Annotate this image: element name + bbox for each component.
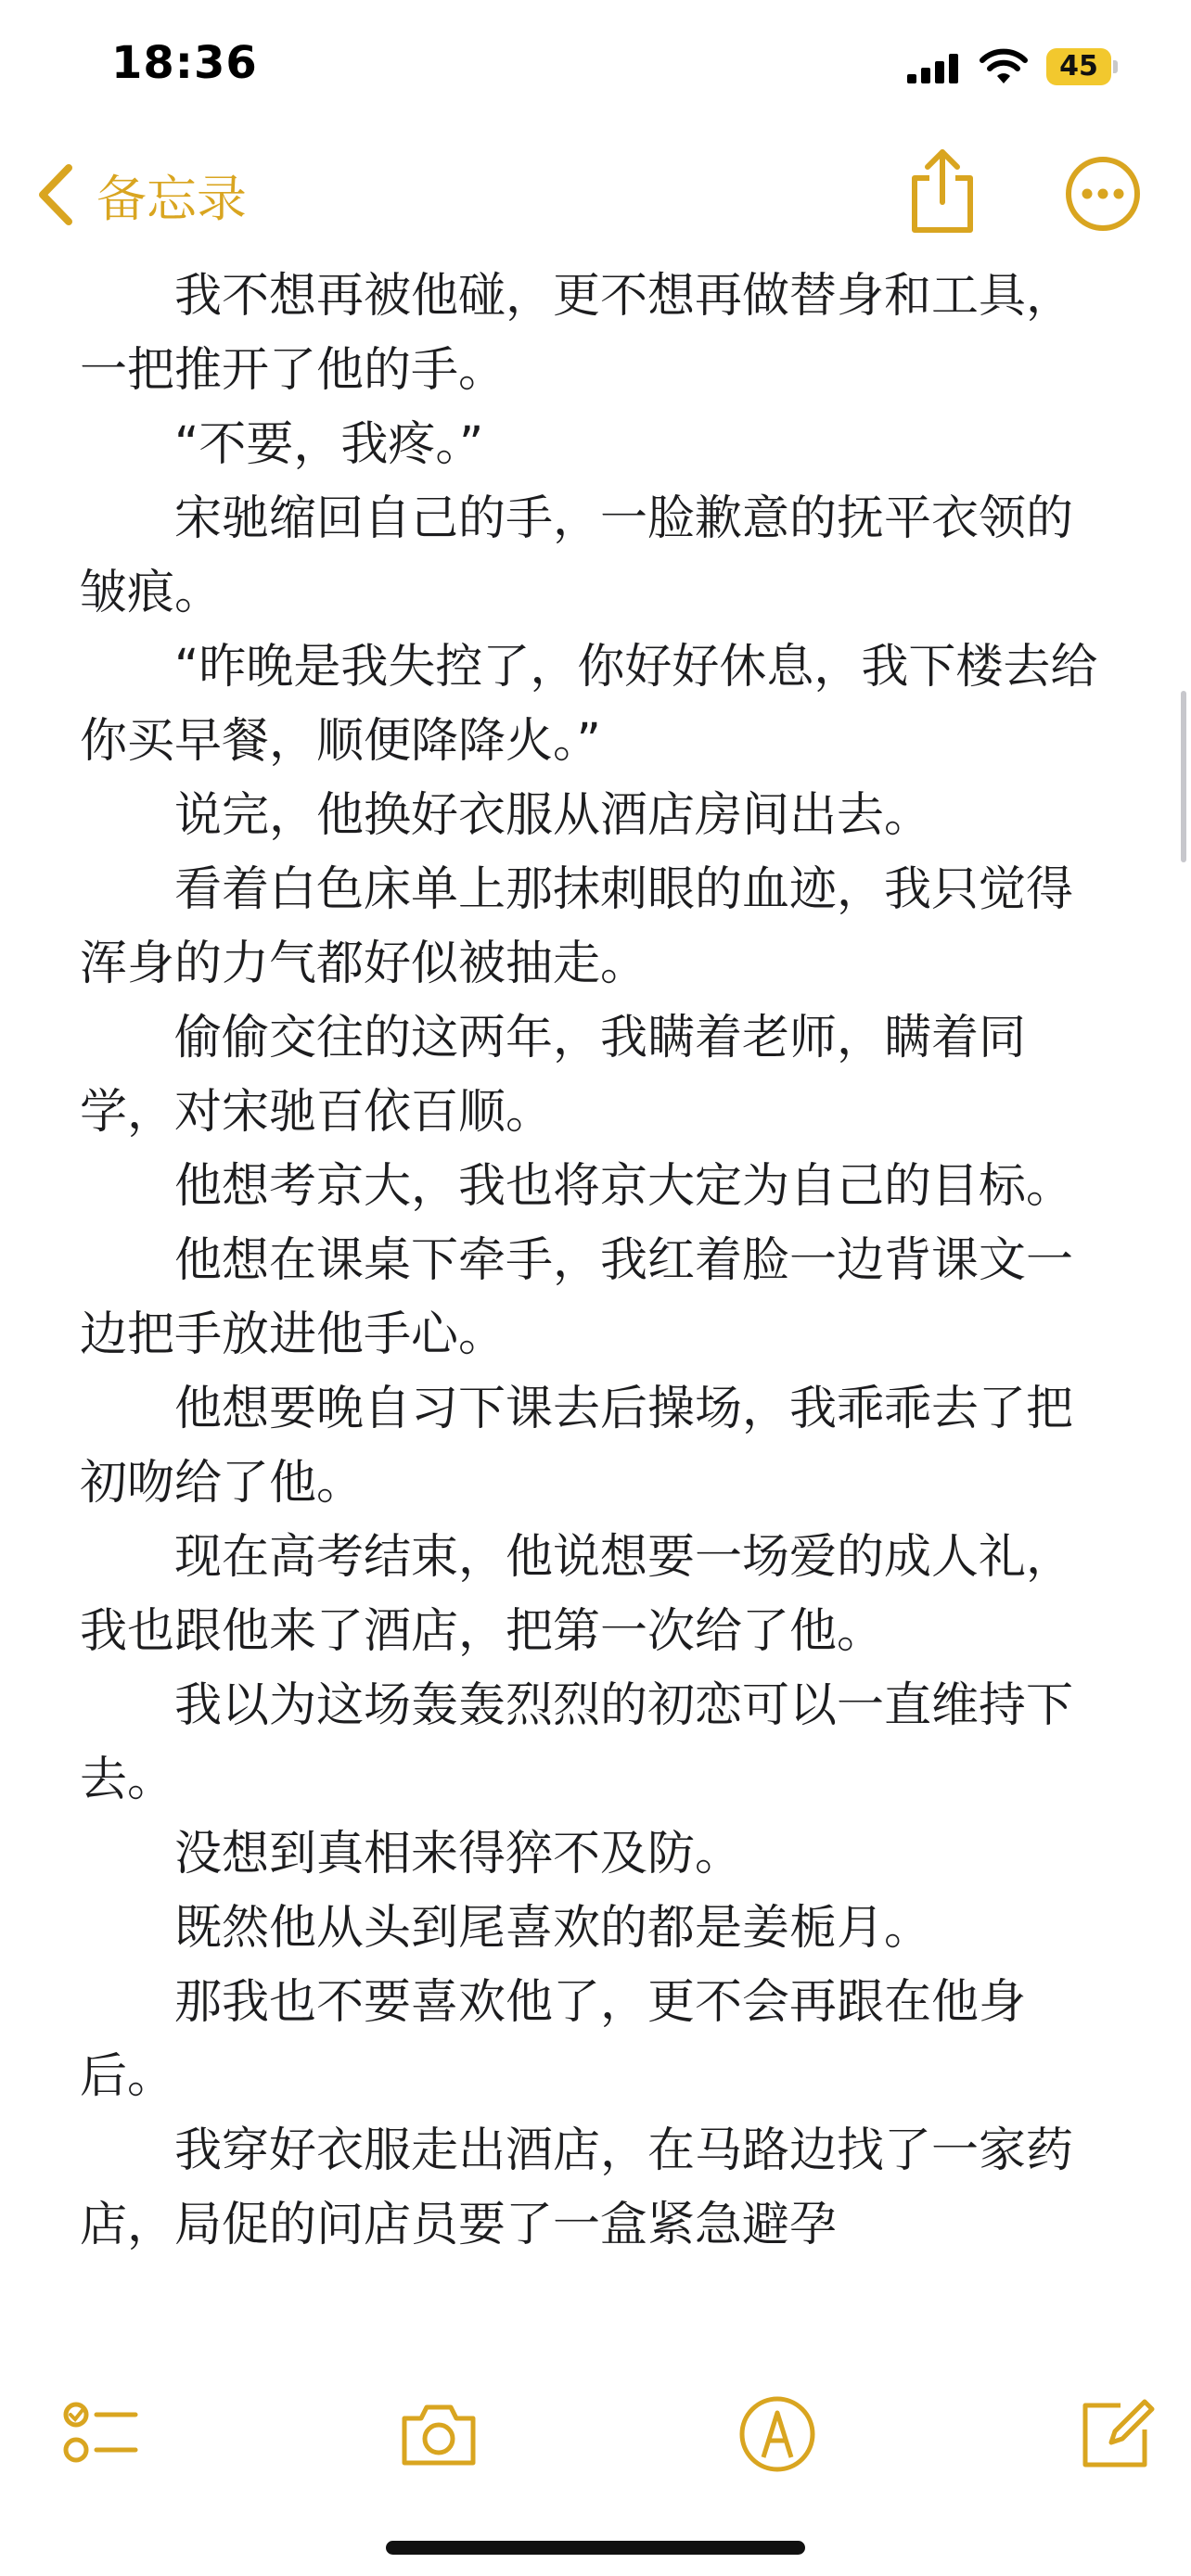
note-paragraph: 那我也不要喜欢他了，更不会再跟在他身后。 [80, 1975, 1027, 2104]
scroll-indicator[interactable] [1181, 691, 1186, 862]
note-body[interactable] [80, 260, 1119, 2263]
note-paragraph: 偷偷交往的这两年，我瞒着老师，瞒着同学，对宋驰百依百顺。 [80, 1011, 1027, 1140]
share-icon[interactable] [905, 147, 980, 236]
note-paragraph: 他想要晚自习下课去后操场，我乖乖去了把初吻给了他。 [80, 1382, 1074, 1511]
note-paragraph: “昨晚是我失控了，你好好休息，我下楼去给你买早餐，顺便降降火。” [80, 640, 1098, 769]
note-paragraph: 我以为这场轰轰烈烈的初恋可以一直维持下去。 [80, 1678, 1074, 1807]
status-time: 18:36 [111, 37, 258, 89]
status-bar [0, 0, 1191, 139]
battery-level: 45 [1059, 50, 1098, 83]
battery-tip [1113, 60, 1118, 73]
compose-icon[interactable] [1074, 2392, 1158, 2476]
note-paragraph: 说完，他换好衣服从酒店房间出去。 [174, 788, 932, 843]
markup-pen-icon[interactable] [736, 2392, 819, 2476]
checklist-icon[interactable] [58, 2392, 141, 2476]
chevron-left-icon [33, 162, 80, 227]
note-paragraph: 我不想再被他碰，更不想再做替身和工具，一把推开了他的手。 [80, 269, 1074, 398]
back-button[interactable] [33, 158, 247, 232]
note-paragraph: 他想考京大，我也将京大定为自己的目标。 [174, 1159, 1074, 1214]
note-paragraph: “不要，我疼。” [174, 417, 484, 472]
nav-bar [0, 139, 1191, 250]
note-paragraph: 既然他从头到尾喜欢的都是姜栀月。 [174, 1901, 932, 1956]
note-paragraph: 宋驰缩回自己的手，一脸歉意的抚平衣领的皱痕。 [80, 491, 1074, 620]
home-indicator[interactable] [386, 2541, 805, 2555]
back-label: 备忘录 [96, 169, 247, 228]
note-paragraph: 现在高考结束，他说想要一场爱的成人礼，我也跟他来了酒店，把第一次给了他。 [80, 1530, 1074, 1659]
cellular-signal-icon [907, 54, 959, 83]
note-paragraph: 他想在课桌下牵手，我红着脸一边背课文一边把手放进他手心。 [80, 1233, 1074, 1362]
note-paragraph: 没想到真相来得猝不及防。 [174, 1827, 743, 1881]
camera-icon[interactable] [397, 2392, 480, 2476]
note-paragraph: 看着白色床单上那抹刺眼的血迹，我只觉得浑身的力气都好似被抽走。 [80, 862, 1074, 991]
more-options-icon[interactable] [1065, 156, 1141, 232]
note-paragraph: 我穿好衣服走出酒店，在马路边找了一家药店，局促的问店员要了一盒紧急避孕 [80, 2123, 1074, 2252]
bottom-toolbar [0, 2355, 1191, 2485]
wifi-icon [980, 48, 1028, 85]
battery-indicator [1046, 48, 1119, 85]
